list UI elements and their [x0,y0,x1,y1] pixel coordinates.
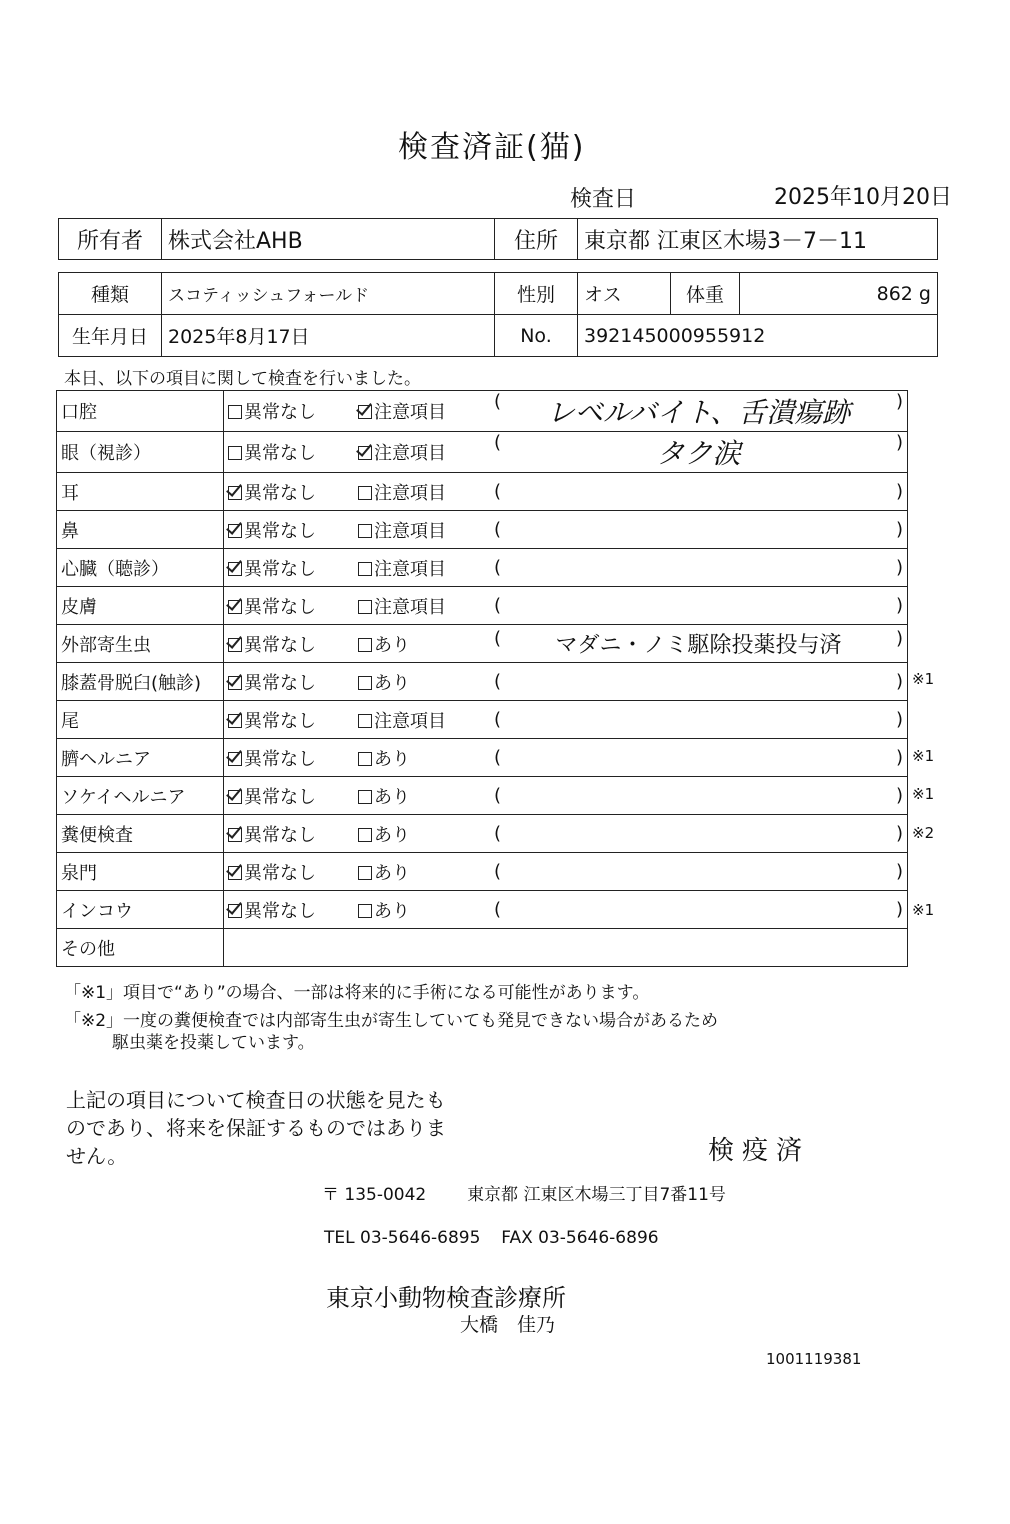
option-attention[interactable]: 注意項目 [358,398,488,424]
checkbox-icon[interactable] [358,524,372,538]
option-normal[interactable]: 異常なし [228,593,358,619]
weight-label: 体重 [671,273,740,315]
exam-item-label: 皮膚 [57,587,224,625]
exam-row [57,739,908,777]
no-value: 392145000955912 [578,315,938,357]
exam-item-result [224,663,908,701]
owner-label: 所有者 [59,219,162,260]
contact-line [324,1228,659,1248]
exam-item-label: 鼻 [57,511,224,549]
exam-note: ( ) [494,861,903,882]
exam-row [57,853,908,891]
exam-row [57,587,908,625]
checkbox-icon[interactable] [228,638,242,652]
exam-item-label: 外部寄生虫 [57,625,224,663]
option-normal[interactable]: 異常なし [228,745,358,771]
intro-text: 本日、以下の項目に関して検査を行いました。 [64,369,421,389]
checkbox-icon[interactable] [358,828,372,842]
option-normal[interactable]: 異常なし [228,631,358,657]
option-attention[interactable]: 注意項目 [358,555,488,581]
checkbox-icon[interactable] [358,904,372,918]
option-attention[interactable]: 注意項目 [358,479,488,505]
option-attention[interactable]: 注意項目 [358,593,488,619]
exam-item-result [224,701,908,739]
option-normal[interactable]: 異常なし [228,555,358,581]
option-normal[interactable]: 異常なし [228,821,358,847]
exam-item-result [224,473,908,511]
exam-note: ( ) [494,747,903,768]
option-normal[interactable]: 異常なし [228,669,358,695]
exam-row [57,777,908,815]
exam-item-label: 糞便検査 [57,815,224,853]
option-normal[interactable]: 異常なし [228,859,358,885]
checkbox-icon[interactable] [358,562,372,576]
exam-item-label: ソケイヘルニア [57,777,224,815]
exam-note: ( ) [494,671,903,692]
exam-item-result [224,891,908,929]
tel-number: TEL 03-5646-6895 [324,1228,481,1248]
clinic-name: 東京小動物検査診療所 [326,1284,566,1312]
checkbox-icon[interactable] [228,562,242,576]
exam-row [57,391,908,432]
exam-item-result [224,625,908,663]
birth-label: 生年月日 [59,315,162,357]
option-attention[interactable]: あり [358,897,488,923]
fax-number: FAX 03-5646-6896 [501,1228,659,1248]
footnote-2: 「※2」一度の糞便検査では内部寄生虫が寄生していても発見できない場合があるため [64,1011,719,1031]
footnote-mark: ※1 [912,900,935,919]
checkbox-icon[interactable] [228,752,242,766]
exam-note: ( ) [494,823,903,844]
breed-label: 種類 [59,273,162,315]
exam-note: ( ) [494,785,903,806]
exam-item-label: 臍ヘルニア [57,739,224,777]
document-number: 1001119381 [766,1350,862,1368]
option-normal[interactable]: 異常なし [228,707,358,733]
checkbox-icon[interactable] [228,486,242,500]
exam-item-label: 心臓（聴診） [57,549,224,587]
exam-item-label: インコウ [57,891,224,929]
exam-row [57,701,908,739]
option-normal[interactable]: 異常なし [228,479,358,505]
exam-row [57,815,908,853]
option-attention[interactable]: 注意項目 [358,439,488,465]
exam-item-result [224,391,908,432]
owner-table [58,218,938,260]
option-normal[interactable]: 異常なし [228,439,358,465]
quarantine-stamp: 検疫済 [708,1136,811,1166]
exam-item-result [224,432,908,473]
checkbox-icon[interactable] [358,446,372,460]
vet-name: 大橋 佳乃 [460,1314,556,1336]
pet-table [58,272,938,357]
sex-label: 性別 [495,273,578,315]
footnote-1: 「※1」項目で“あり”の場合、一部は将来的に手術になる可能性があります。 [64,983,650,1003]
option-attention[interactable]: あり [358,859,488,885]
exam-note: ( ) [494,709,903,730]
checkbox-icon[interactable] [228,676,242,690]
exam-row [57,549,908,587]
checkbox-icon[interactable] [228,904,242,918]
exam-table [56,390,908,967]
other-value [224,929,908,967]
other-label: その他 [57,929,224,967]
checkbox-icon[interactable] [228,524,242,538]
exam-note: ( レベルバイト、舌潰瘍跡 ) [494,391,903,429]
exam-row [57,511,908,549]
footnote-mark: ※1 [912,785,935,803]
breed-value: スコティッシュフォールド [162,273,495,315]
option-normal[interactable]: 異常なし [228,517,358,543]
checkbox-icon[interactable] [228,790,242,804]
address-value: 東京都 江東区木場3－7－11 [578,219,938,260]
sex-value: オス [578,273,671,315]
exam-item-label: 膝蓋骨脱臼(触診) [57,663,224,701]
exam-note: ( ) [494,557,903,578]
exam-item-result [224,777,908,815]
checkbox-icon[interactable] [228,405,242,419]
exam-note: ( ) [494,899,903,920]
exam-item-label: 尾 [57,701,224,739]
checkbox-icon[interactable] [358,486,372,500]
disclaimer-text: 上記の項目について検査日の状態を見たものであり、将来を保証するものではありません。 [66,1088,446,1168]
exam-row [57,432,908,473]
exam-note: ( ) [494,595,903,616]
checkbox-icon[interactable] [358,638,372,652]
checkbox-icon[interactable] [358,866,372,880]
option-attention[interactable]: 注意項目 [358,517,488,543]
checkbox-icon[interactable] [228,714,242,728]
owner-value: 株式会社AHB [162,219,495,260]
option-attention[interactable]: あり [358,669,488,695]
exam-item-label: 口腔 [57,391,224,432]
checkbox-icon[interactable] [358,790,372,804]
exam-row [57,663,908,701]
exam-item-result [224,549,908,587]
exam-note: ( ) [494,519,903,540]
footnote-mark: ※1 [912,669,935,688]
exam-row [57,891,908,929]
option-attention[interactable]: あり [358,745,488,771]
checkbox-icon[interactable] [228,446,242,460]
footnote-mark: ※2 [912,823,935,842]
exam-date-label: 検査日 [570,187,637,212]
document-title: 検査済証(猫) [398,130,586,165]
option-normal[interactable]: 異常なし [228,897,358,923]
checkbox-icon[interactable] [358,714,372,728]
option-normal[interactable]: 異常なし [228,398,358,424]
clinic-address-line [322,1180,726,1205]
exam-item-label: 眼（視診） [57,432,224,473]
exam-item-result [224,587,908,625]
footnote-mark: ※1 [912,746,935,765]
option-attention[interactable]: あり [358,821,488,847]
exam-row [57,625,908,663]
option-attention[interactable]: あり [358,631,488,657]
checkbox-icon[interactable] [358,676,372,690]
exam-note: ( ) [494,481,903,502]
checkbox-icon[interactable] [228,828,242,842]
exam-note: ( タク涙 ) [494,432,903,470]
checkbox-icon[interactable] [358,405,372,419]
checkbox-icon[interactable] [358,752,372,766]
exam-item-label: 耳 [57,473,224,511]
no-label: No. [495,315,578,357]
option-normal[interactable]: 異常なし [228,783,358,809]
exam-date: 2025年10月20日 [774,185,952,210]
checkbox-icon[interactable] [228,866,242,880]
clinic-address: 東京都 江東区木場三丁目7番11号 [467,1185,726,1205]
birth-value: 2025年8月17日 [162,315,495,357]
exam-item-result [224,815,908,853]
exam-note: ( マダニ・ノミ駆除投薬投与済 ) [494,628,903,658]
option-attention[interactable]: 注意項目 [358,707,488,733]
exam-item-result [224,739,908,777]
option-attention[interactable]: あり [358,783,488,809]
checkbox-icon[interactable] [228,600,242,614]
exam-item-result [224,853,908,891]
weight-value: 862 g [740,273,938,315]
postal-code: 〒 135-0042 [322,1185,427,1205]
checkbox-icon[interactable] [358,600,372,614]
exam-row [57,473,908,511]
exam-item-result [224,511,908,549]
footnote-2-cont: 駆虫薬を投薬しています。 [112,1033,315,1053]
exam-item-label: 泉門 [57,853,224,891]
address-label: 住所 [495,219,578,260]
